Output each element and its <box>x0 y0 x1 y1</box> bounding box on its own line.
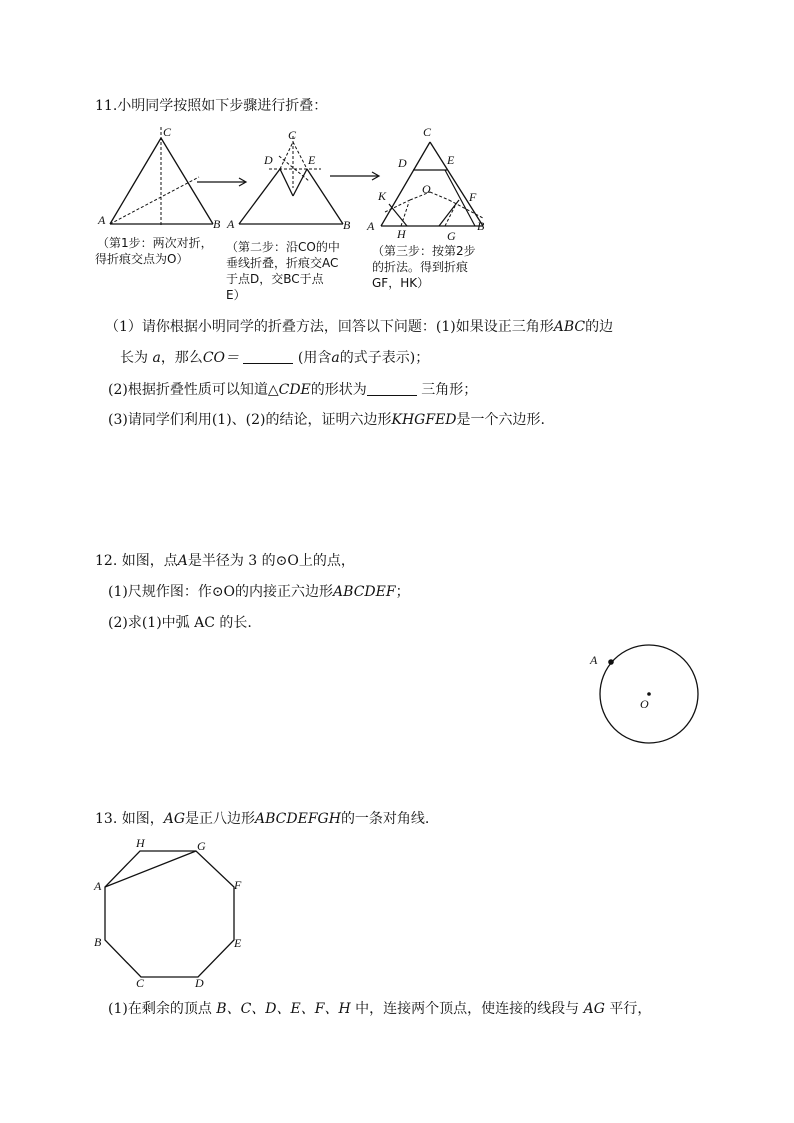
answer-blank[interactable] <box>367 381 417 396</box>
diagonal-AG <box>105 851 196 887</box>
step2-caption-line4: E） <box>226 288 246 302</box>
label-B: B <box>213 217 221 231</box>
q11-part2: (2)根据折叠性质可以知道△CDE的形状为 三角形； <box>108 382 478 398</box>
point-O <box>647 692 651 696</box>
label-A: A <box>367 219 375 233</box>
step1-caption-line1: （第1步：两次对折， <box>97 236 213 250</box>
step3-caption-line1: （第三步：按第2步 <box>372 244 476 258</box>
label-A: A <box>590 653 598 667</box>
label-C: C <box>423 125 432 139</box>
q13-octagon-figure <box>88 836 258 991</box>
q12-title: 12. 如图，点A是半径为 3 的⊙O上的点， <box>95 553 355 569</box>
label-E: E <box>308 153 316 167</box>
label-D: D <box>398 156 407 170</box>
label-E: E <box>234 936 242 950</box>
label-K: K <box>378 189 387 203</box>
label-G: G <box>447 229 456 243</box>
label-A: A <box>227 217 235 231</box>
step2-caption-line3: 于点D，交BC于点 <box>226 272 324 286</box>
step2-caption-line1: （第二步：沿CO的中 <box>226 240 340 254</box>
label-O: O <box>640 697 649 711</box>
label-A: A <box>94 879 102 893</box>
label-C: C <box>136 976 145 990</box>
label-E: E <box>447 153 455 167</box>
step1-caption-line2: 得折痕交点为O） <box>95 252 189 266</box>
label-F: F <box>469 190 477 204</box>
label-H: H <box>397 227 406 241</box>
label-D: D <box>195 976 204 990</box>
q13-part1: (1)在剩余的顶点 B、C、D、E、F、H 中，连接两个顶点，使连接的线段与 AG 平行， <box>108 1001 652 1017</box>
label-O: O <box>422 182 431 196</box>
q11-part1-line1: （1）请你根据小明同学的折叠方法，回答以下问题：(1)如果设正三角形ABC的边 <box>105 319 614 335</box>
q11-title: 11.小明同学按照如下步骤进行折叠： <box>95 98 328 114</box>
step2-caption-line2: 垂线折叠，折痕交AC <box>226 256 339 270</box>
q12-part1: (1)尺规作图：作⊙O的内接正六边形ABCDEF； <box>108 584 410 600</box>
label-B: B <box>477 219 485 233</box>
q13-title: 13. 如图，AG是正八边形ABCDEFGH的一条对角线. <box>95 811 430 827</box>
label-A: A <box>98 213 106 227</box>
q12-circle-figure <box>585 640 705 750</box>
q12-part2: (2)求(1)中弧 AC 的长. <box>108 615 252 631</box>
label-C: C <box>288 128 297 142</box>
q11-part1-line2: 长为 a，那么CO＝ (用含a的式子表示)； <box>120 350 430 366</box>
point-A <box>608 659 614 665</box>
label-G: G <box>197 839 206 853</box>
step3-caption-line2: 的折法。得到折痕 <box>372 260 469 274</box>
label-B: B <box>343 218 351 232</box>
answer-blank[interactable] <box>243 349 293 364</box>
label-F: F <box>234 878 242 892</box>
step3-caption-line3: GF，HK） <box>372 276 430 290</box>
q11-figure-step3 <box>365 122 495 243</box>
label-H: H <box>136 836 145 850</box>
label-D: D <box>264 153 273 167</box>
label-C: C <box>163 125 172 139</box>
label-B: B <box>94 935 102 949</box>
q11-part3: (3)请同学们利用(1)、(2)的结论，证明六边形KHGFED是一个六边形. <box>108 412 545 428</box>
